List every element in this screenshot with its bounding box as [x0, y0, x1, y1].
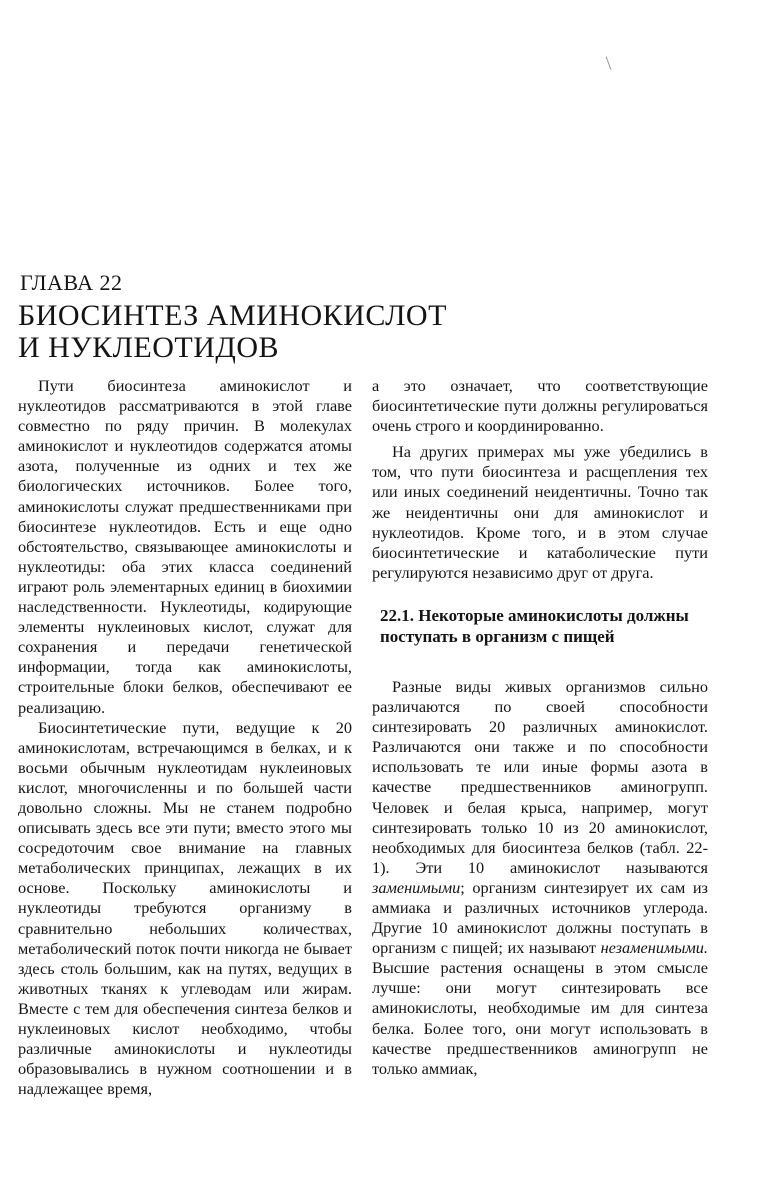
paragraph-continuation: а это означает, что соответствующие биосинтетические пути должны регулироваться очень строго и координированно.: [372, 376, 708, 436]
chapter-title: [18, 300, 447, 364]
chapter-title-line-1: БИОСИНТЕЗ АМИНОКИСЛОТ: [18, 299, 447, 332]
right-column: [372, 376, 708, 1079]
chapter-label: ГЛАВА 22: [20, 270, 123, 295]
text-run-2: ; организм синтезирует их сам из аммиака и различных источников углерода. Другие 10 аминокислот должны поступать в организм с пищей; их называют: [372, 877, 708, 958]
term-essential: незаменимыми.: [600, 938, 708, 958]
text-run-1: Разные виды живых организмов сильно различаются по своей способности синтезировать 20 различных аминокислот. Различаются они также и по способности использовать те или иные формы азота в качестве предшественников аминогрупп. Человек и белая крыса, например, могут синтезировать только 10 из 20 аминокислот, необходимых для биосинтеза белков (табл. 22-1). Эти 10 аминокислот называются: [372, 676, 708, 877]
paragraph-pathways: Биосинтетические пути, ведущие к 20 аминокислотам, встречающимся в белках, и к восьми обычным нуклеотидам нуклеиновых кислот, многочисленны и по большей части довольно сложны. Мы не станем подробно описывать здесь все эти пути; вместо этого мы сосредоточим свое внимание на главных метаболических принципах, лежащих в их основе. Поскольку аминокислоты и нуклеотиды требуются организму в сравнительно небольших количествах, метаболический поток почти никогда не бывает здесь столь большим, как на путях, ведущих в животных тканях к углеводам или жирам. Вместе с тем для обеспечения синтеза белков и нуклеиновых кислот необходимо, чтобы различные аминокислоты и нуклеотиды образовывались в нужном соотношении и в надлежащее время,: [18, 717, 352, 1099]
term-replaceable: заменимыми: [372, 877, 461, 897]
section-heading: [380, 605, 708, 647]
scan-mark: [606, 56, 612, 69]
paragraph-degradation: На других примерах мы уже убедились в том, что пути биосинтеза и расщепления тех или иных соединений неидентичны. Точно так же неидентичны они для аминокислот и нуклеотидов. Кроме того, и в этом случае биосинтетические и катаболические пути регулируются независимо друг от друга.: [372, 442, 708, 582]
section-number: 22.1.: [380, 605, 414, 625]
paragraph-intro: Пути биосинтеза аминокислот и нуклеотидов рассматриваются в этой главе совместно по ряду причин. В молекулах аминокислот и нуклеотидов содержатся атомы азота, полученные из одних и тех же биологических источников. Более того, аминокислоты служат предшественниками при биосинтезе нуклеотидов. Есть и еще одно обстоятельство, связывающее аминокислоты и нуклеотиды: оба этих класса соединений играют роль элементарных единиц в биохимии наследственности. Нуклеотиды, кодирующие элементы нуклеиновых кислот, служат для сохранения и передачи генетической информации, тогда как аминокислоты, строительные блоки белков, обеспечивают ее реализацию.: [18, 376, 352, 717]
section-title: Некоторые аминокислоты должны поступать в организм с пищей: [380, 605, 689, 646]
left-column: [18, 376, 352, 1099]
chapter-title-line-2: И НУКЛЕОТИДОВ: [18, 331, 280, 364]
text-run-3: Высшие растения оснащены в этом смысле лучше: они могут синтезировать все аминокислоты, необходимые им для синтеза белка. Более того, они могут использовать в качестве предшественников аминогрупп не только аммиак,: [372, 958, 708, 1078]
paragraph-essential-amino-acids: [372, 677, 708, 1079]
